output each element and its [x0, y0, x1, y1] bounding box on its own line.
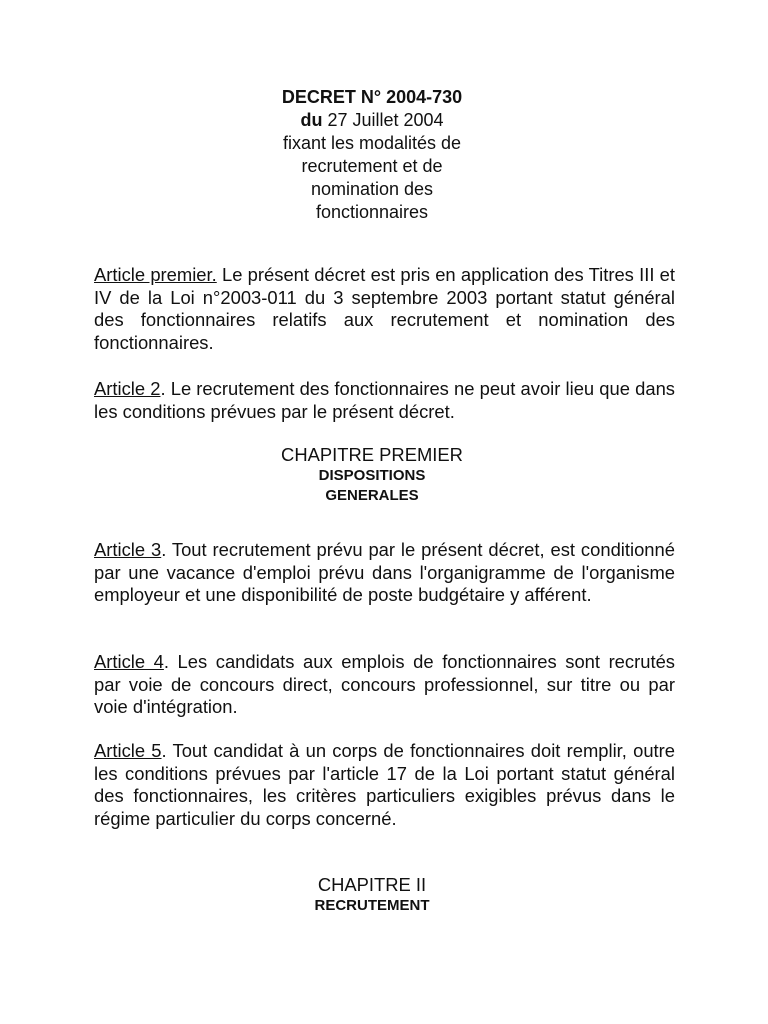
- chapter-title: CHAPITRE PREMIER: [281, 444, 463, 465]
- chapter-subtitle: GENERALES: [325, 487, 419, 504]
- article-paragraph: [94, 651, 675, 719]
- article-label: Article 3: [94, 539, 162, 560]
- decree-prefix: DECRET N°: [281, 87, 382, 107]
- article-label: Article 4: [94, 651, 164, 672]
- article-label: Article 5: [94, 740, 162, 761]
- article-text: . Le recrutement des fonctionnaires ne peut avoir lieu que dans les conditions prévues par le présent décret.: [94, 378, 675, 422]
- decree-subtitle-line: nomination des: [310, 179, 434, 199]
- article-paragraph: [94, 264, 675, 354]
- article-label: Article premier.: [94, 264, 217, 285]
- decree-title-block: [200, 86, 544, 224]
- chapter-title: CHAPITRE II: [317, 874, 427, 895]
- article-paragraph: [94, 740, 675, 830]
- article-paragraph: [94, 539, 675, 607]
- chapter-subtitle: DISPOSITIONS: [318, 467, 426, 484]
- decree-subtitle-line: fixant les modalités de: [282, 133, 462, 153]
- decree-date-line: [200, 109, 544, 132]
- article-text: . Les candidats aux emplois de fonctionnaires sont recrutés par voie de concours direct, concours professionnel, sur titre ou par voie d'intégration.: [94, 651, 675, 717]
- decree-subtitle-line: fonctionnaires: [315, 202, 429, 222]
- article-label: Article 2: [94, 378, 161, 399]
- decree-heading: [200, 86, 544, 109]
- decree-date-prefix: du: [300, 110, 323, 130]
- decree-subtitle-line: recrutement et de: [301, 156, 443, 176]
- decree-number: 2004-730: [381, 87, 463, 107]
- article-text: . Tout recrutement prévu par le présent décret, est conditionné par une vacance d'emploi prévu dans l'organigramme de l'organisme employeur et une disponibilité de poste budgétaire y afférent.: [94, 539, 675, 605]
- article-paragraph: [94, 378, 675, 423]
- chapter-heading: [200, 874, 544, 916]
- chapter-heading: [200, 444, 544, 506]
- decree-date: 27 Juillet 2004: [322, 110, 444, 130]
- article-text: Le présent décret est pris en application des Titres III et IV de la Loi n°2003-011 du 3 septembre 2003 portant statut général des fonctionnaires relatifs aux recrutement et nomination des fonctionnaires.: [94, 264, 676, 353]
- chapter-subtitle: RECRUTEMENT: [314, 897, 430, 914]
- article-text: . Tout candidat à un corps de fonctionnaires doit remplir, outre les conditions prévues par l'article 17 de la Loi portant statut général des fonctionnaires, les critères particuliers exigibles prévus dans le régime particulier du corps concerné.: [94, 740, 676, 829]
